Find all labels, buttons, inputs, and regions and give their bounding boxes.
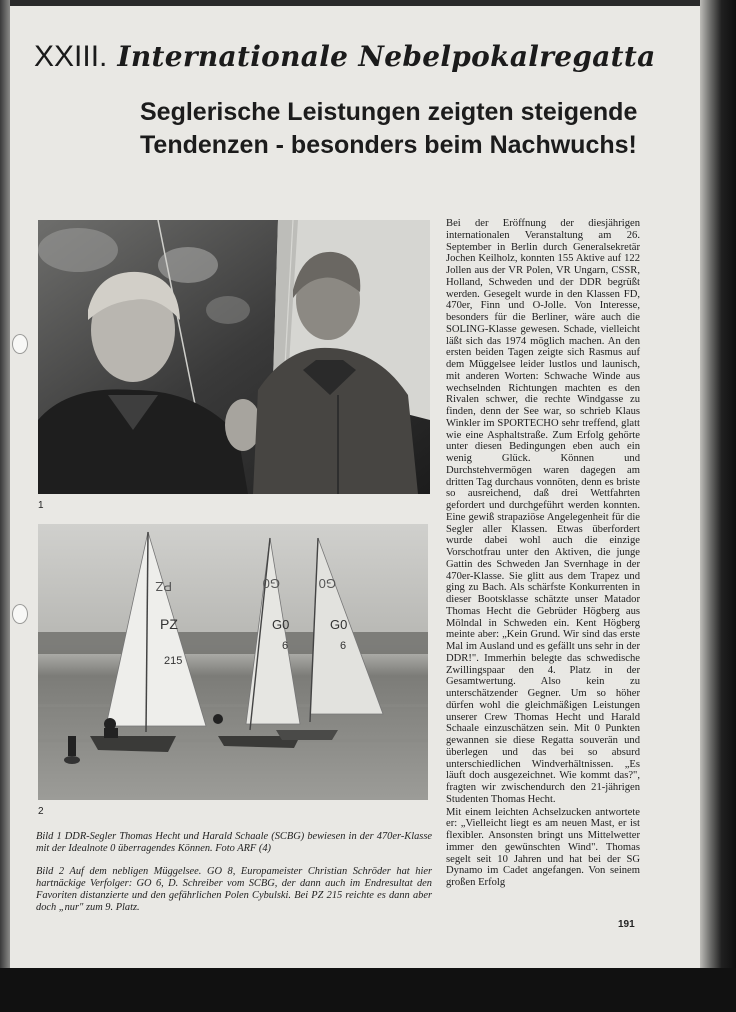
photo-sailors [38,220,430,494]
sail-label-pz-mirrored: PZ [155,579,172,594]
sail-label-pz: PZ [160,616,178,632]
sail-label-6-1: 6 [282,640,289,652]
photo-1-number: 1 [38,500,44,511]
sail-label-6-2: 6 [340,640,347,652]
dinghies-photo-graphic [38,524,428,800]
article-paragraph-1: Bei der Eröffnung der diesjährigen internationalen Veranstaltung am 26. September in Berlin durch Generalsekretär Jochen Keilholz, konnten 155 Aktive auf 122 Jollen aus der VR Polen, VR Ungarn, CSSR, Holland, Schweden und der DDR begrüßt werden. Gesegelt wurde in den Klassen FD, 470er, Finn und O-Jolle. Von Interesse, besonders für die Berliner, wäre auch die SOLING-Klasse gewesen. Schade, vielleicht läßt sich das 1974 möglich machen. An den ersten beiden Tagen zeigte sich Rasmus auf dem Müggelsee leider lustlos und launisch, mit anderen Worten: Schwache Winde aus wechselnden Richtungen machten es den Rivalen schwer, die rechte Windgasse zu finden, denn der See war, so schrieb Klaus Winkler im SPORTECHO sehr treffend, glatt wie eine Asphaltstraße. Zum Erfolg gehörte unter diesen Bedingungen eben auch ein wenig Glück. Können und Durchstehvermögen waren dagegen am dritten Tag durchaus vonnöten, denn es briste so ausreichend, daß drei Wettfahrten gefordert und durchgeführt werden konnten. Eine gewiß strapaziöse Angelegenheit für die Segler aller Klassen. Etwas überfordert wurde dabei wohl auch die einzige Vorschotfrau unter den Aktiven, die junge Gattin des Schweden Jan Svernhage in der 470er-Klasse. Sie glitt aus dem Trapez und ging zu Bach. Als schärfste Konkurrenten in dieser Bootsklasse schätzte unser Matador Thomas Hecht die Gebrüder Högberg aus Mölndal in Schweden ein. Kent Högberg meinte aber: „Kein Grund. Wir sind das erste Mal im Ausland und es gefällt uns sehr in der DDR!". Immerhin belegte das schwedische Zwillingspaar den 4. Platz in der Gesamtwertung. Also kein zu unterschätzender Gegner. Um so höher dürfen wohl die gleichmäßigen Leistungen unserer Crew Thomas Hecht und Harald Schaale einzuschätzen sein. Mit 0 Punkten gewannen sie diese Regatta souverän und überlegen und das bei so absurd unterschiedlichen Windverhältnissen. „Es läuft doch ausgezeichnet. Wie kommt das?", fragten wir zwischendurch den 21-jährigen Studenten Thomas Hecht. [446,218,640,805]
sail-label-go-1: G0 [272,617,290,632]
scan-border-left [0,0,10,1012]
headline-line-2: Tendenzen - besonders beim Nachwuchs! [140,131,637,159]
photo-dinghies [38,524,428,800]
headline-line-1: Seglerische Leistungen zeigten steigende [140,98,638,126]
caption-bild-2: Bild 2 Auf dem nebligen Müggelsee. GO 8, Europameister Christian Schröder hat hier hartnäckige Verfolger: GO 6, D. Schreiber vom SCBG, der dann auch im Endresultat den Favoriten distanzierte und den gefährlichen Polen Cybulski. Bei PZ 215 reichte es dann aber doch „nur" zum 9. Platz. [36,866,432,913]
sail-label-go-2: G0 [330,617,348,632]
page-number: 191 [618,919,635,930]
binder-hole-bottom [12,604,28,624]
caption-bild-1: Bild 1 DDR-Segler Thomas Hecht und Harald Schaale (SCBG) bewiesen in der 470er-Klasse mit der Idealnote 0 überragendes Können. Foto ARF (4) [36,831,432,854]
article-headline [140,96,660,162]
sail-label-215: 215 [164,655,183,667]
photo-2-number: 2 [38,806,44,817]
sailors-photo-graphic [38,220,430,494]
sail-label-go-mirrored-1: G0 [262,576,280,591]
section-title [34,40,656,74]
article-body [446,218,640,889]
binder-hole-top [12,334,28,354]
scan-border-right [700,0,736,1012]
sail-label-go-mirrored-2: G0 [318,576,336,591]
section-number: XXIII. [34,40,108,73]
section-title-text: Internationale Nebelpokalregatta [117,40,656,73]
article-paragraph-2: Mit einem leichten Achselzucken antwortete er: „Vielleicht liegt es am neuen Mast, er ist flexibler. Ansonsten bringt uns Mittelwetter immer den gewünschten Wind". Thomas segelt seit 10 Jahren und hat bei der SG Dynamo im Cadet angefangen. Von seinem großen Erfolg [446,806,640,888]
scan-border-bottom [0,968,736,1012]
